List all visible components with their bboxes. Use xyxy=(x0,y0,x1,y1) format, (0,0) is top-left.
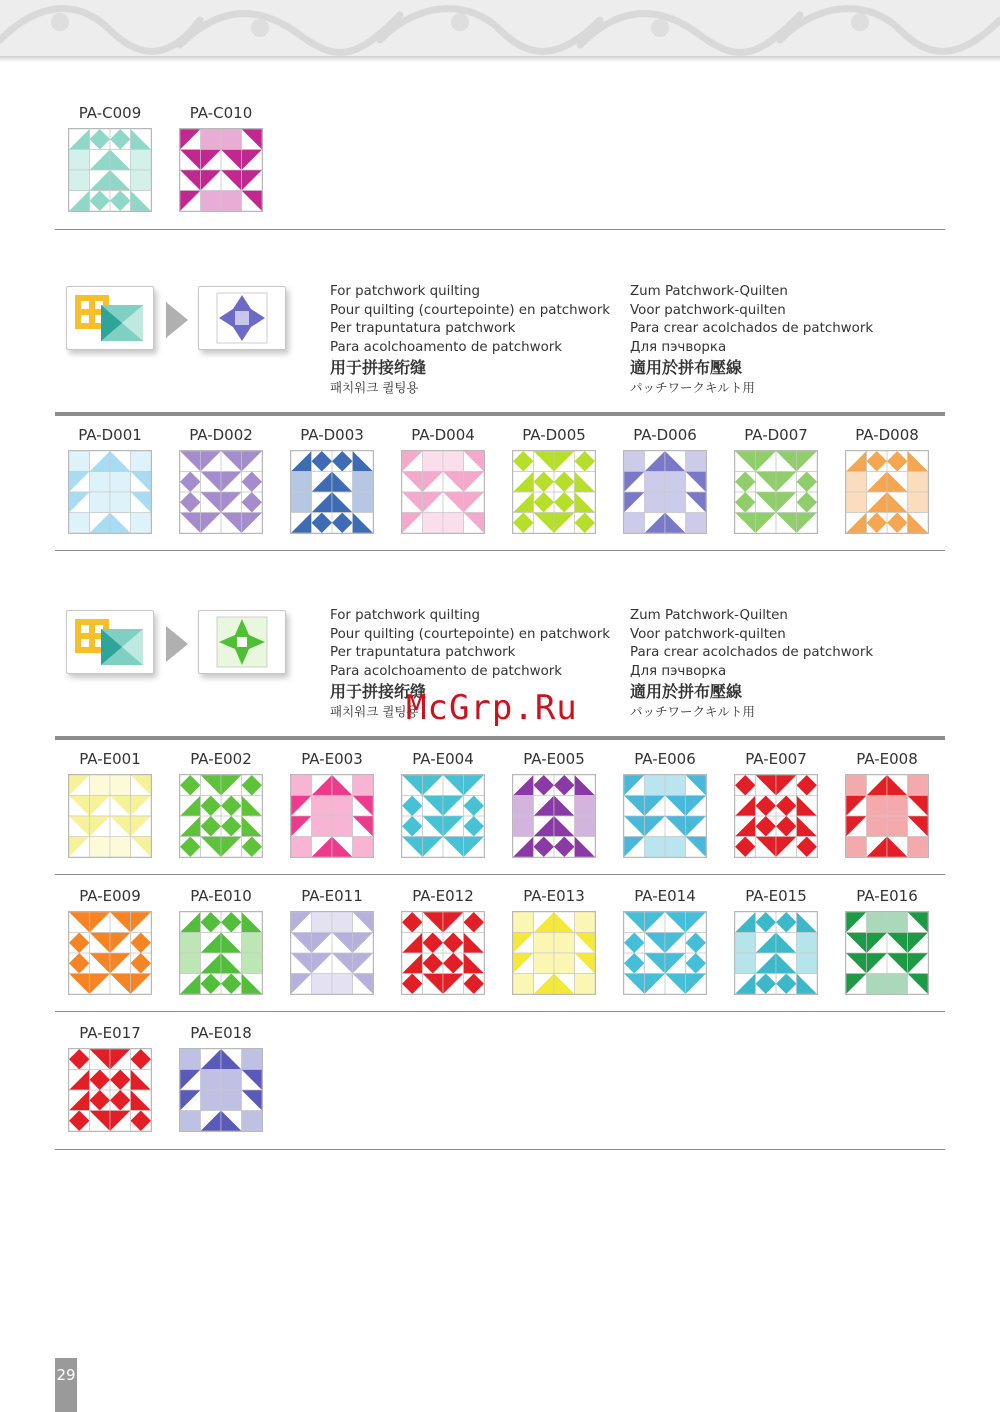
pattern-block xyxy=(166,426,276,538)
pattern-code: PA-E013 xyxy=(523,887,585,905)
pattern-code: PA-E009 xyxy=(79,887,141,905)
pattern-code: PA-D004 xyxy=(411,426,475,444)
pattern-swatch xyxy=(179,911,263,995)
pattern-swatch xyxy=(734,774,818,858)
pattern-block xyxy=(610,426,720,538)
quilt-block-icon xyxy=(735,451,817,533)
arrow-right-icon xyxy=(166,626,188,662)
pattern-code: PA-D008 xyxy=(855,426,919,444)
pattern-swatch xyxy=(512,450,596,534)
pattern-code: PA-E014 xyxy=(634,887,696,905)
quilt-block-icon xyxy=(624,451,706,533)
pattern-block xyxy=(55,426,165,538)
pattern-block xyxy=(610,750,720,862)
desc-ja: パッチワークキルト用 xyxy=(630,380,755,396)
pattern-code: PA-E010 xyxy=(190,887,252,905)
decorative-banner xyxy=(0,0,1000,56)
pattern-block xyxy=(499,887,609,999)
pattern-code: PA-E007 xyxy=(745,750,807,768)
quilt-block-icon xyxy=(69,1049,151,1131)
patchwork-source-icon xyxy=(67,611,153,673)
quilt-block-icon xyxy=(69,129,151,211)
pattern-block xyxy=(388,426,498,538)
banner-shadow xyxy=(0,56,1000,62)
desc-pt: Para acolchoamento de patchwork xyxy=(330,339,563,355)
pattern-code: PA-D002 xyxy=(189,426,253,444)
pattern-block xyxy=(55,887,165,999)
quilt-block-icon xyxy=(180,451,262,533)
quilt-block-icon xyxy=(513,451,595,533)
pattern-block xyxy=(166,1024,276,1136)
quilt-block-icon xyxy=(846,451,928,533)
pattern-swatch xyxy=(623,911,707,995)
pattern-swatch xyxy=(845,774,929,858)
pattern-swatch xyxy=(734,450,818,534)
divider-thick xyxy=(55,412,945,416)
patchwork-star-green-icon xyxy=(199,611,285,673)
desc-ru: Для пэчворка xyxy=(630,339,727,355)
desc-fr: Pour quilting (courtepointe) en patchwork xyxy=(330,302,610,318)
quilt-block-icon xyxy=(180,775,262,857)
pattern-code: PA-D001 xyxy=(78,426,142,444)
quilt-block-icon xyxy=(402,912,484,994)
page-number: 29 xyxy=(56,1366,76,1384)
desc-ja: パッチワークキルト用 xyxy=(630,704,755,720)
pattern-block xyxy=(55,1024,165,1136)
quilt-block-icon xyxy=(513,912,595,994)
divider xyxy=(55,1011,945,1012)
desc-zh-cn: 用于拼接绗缝 xyxy=(330,358,427,378)
pattern-swatch xyxy=(845,911,929,995)
pattern-code: PA-D003 xyxy=(300,426,364,444)
quilt-block-icon xyxy=(69,912,151,994)
scroll-ornament-icon xyxy=(0,0,1000,56)
pattern-code: PA-E004 xyxy=(412,750,474,768)
quilt-block-icon xyxy=(180,912,262,994)
quilt-block-icon xyxy=(69,775,151,857)
desc-ko: 패치워크 퀼팅용 xyxy=(330,704,419,720)
pattern-code: PA-E017 xyxy=(79,1024,141,1042)
desc-fr: Pour quilting (courtepointe) en patchwork xyxy=(330,626,610,642)
pattern-block xyxy=(721,887,831,999)
pattern-swatch xyxy=(512,911,596,995)
pattern-swatch xyxy=(623,774,707,858)
pattern-swatch xyxy=(401,911,485,995)
quilt-block-icon xyxy=(402,775,484,857)
pattern-block xyxy=(55,750,165,862)
desc-en: For patchwork quilting xyxy=(330,284,481,299)
pattern-code: PA-E005 xyxy=(523,750,585,768)
pattern-swatch xyxy=(179,1048,263,1132)
pattern-block xyxy=(499,750,609,862)
pattern-block xyxy=(832,887,942,999)
pattern-swatch xyxy=(401,450,485,534)
pattern-swatch xyxy=(734,911,818,995)
pattern-block xyxy=(166,750,276,862)
pattern-code: PA-E006 xyxy=(634,750,696,768)
source-pattern-key xyxy=(66,286,154,350)
desc-de: Zum Patchwork-Quilten xyxy=(630,608,788,623)
pattern-code: PA-D007 xyxy=(744,426,808,444)
pattern-swatch xyxy=(179,774,263,858)
divider-thick xyxy=(55,736,945,740)
pattern-block xyxy=(610,887,720,999)
pattern-block xyxy=(721,750,831,862)
description-right xyxy=(630,607,873,722)
description-right xyxy=(630,283,873,398)
pattern-code: PA-D005 xyxy=(522,426,586,444)
desc-ko: 패치워크 퀼팅용 xyxy=(330,380,419,396)
pattern-code: PA-C009 xyxy=(78,104,142,122)
pattern-block xyxy=(166,104,276,216)
desc-zh-cn: 用于拼接绗缝 xyxy=(330,682,427,702)
desc-es: Para crear acolchados de patchwork xyxy=(630,645,874,661)
pattern-block xyxy=(166,887,276,999)
pattern-code: PA-E011 xyxy=(301,887,363,905)
quilt-block-icon xyxy=(735,912,817,994)
pattern-swatch xyxy=(512,774,596,858)
quilt-block-icon xyxy=(513,775,595,857)
pattern-code: PA-E015 xyxy=(745,887,807,905)
pattern-block xyxy=(721,426,831,538)
pattern-swatch xyxy=(401,774,485,858)
pattern-swatch xyxy=(68,1048,152,1132)
description-left xyxy=(330,283,610,398)
divider xyxy=(55,550,945,551)
desc-nl: Voor patchwork-quilten xyxy=(630,302,786,318)
pattern-block xyxy=(55,104,165,216)
pattern-code: PA-E001 xyxy=(79,750,141,768)
desc-zh-tw: 適用於拼布壓線 xyxy=(630,358,743,378)
result-pattern-key xyxy=(198,610,286,674)
divider xyxy=(55,229,945,230)
pattern-code: PA-E018 xyxy=(190,1024,252,1042)
quilt-block-icon xyxy=(846,775,928,857)
quilt-block-icon xyxy=(180,129,262,211)
pattern-swatch xyxy=(623,450,707,534)
pattern-code: PA-C010 xyxy=(189,104,253,122)
pattern-block xyxy=(388,750,498,862)
quilt-block-icon xyxy=(846,912,928,994)
pattern-code: PA-E003 xyxy=(301,750,363,768)
patchwork-star-blue-icon xyxy=(199,287,285,349)
desc-en: For patchwork quilting xyxy=(330,608,481,623)
watermark: McGrp.Ru xyxy=(406,688,578,728)
pattern-code: PA-E008 xyxy=(856,750,918,768)
patchwork-source-icon xyxy=(67,287,153,349)
quilt-block-icon xyxy=(735,775,817,857)
divider xyxy=(55,1149,945,1150)
pattern-block xyxy=(388,887,498,999)
pattern-swatch xyxy=(290,450,374,534)
pattern-swatch xyxy=(68,128,152,212)
arrow-right-icon xyxy=(166,302,188,338)
desc-es: Para crear acolchados de patchwork xyxy=(630,321,874,337)
quilt-block-icon xyxy=(291,775,373,857)
desc-it: Per trapuntatura patchwork xyxy=(330,321,516,337)
pattern-swatch xyxy=(845,450,929,534)
quilt-block-icon xyxy=(402,451,484,533)
pattern-block xyxy=(832,426,942,538)
pattern-block xyxy=(499,426,609,538)
pattern-swatch xyxy=(179,450,263,534)
quilt-block-icon xyxy=(291,912,373,994)
pattern-block xyxy=(277,750,387,862)
desc-ru: Для пэчворка xyxy=(630,663,727,679)
pattern-swatch xyxy=(290,774,374,858)
pattern-swatch xyxy=(68,774,152,858)
quilt-block-icon xyxy=(291,451,373,533)
pattern-swatch xyxy=(68,911,152,995)
pattern-block xyxy=(277,887,387,999)
result-pattern-key xyxy=(198,286,286,350)
pattern-code: PA-E002 xyxy=(190,750,252,768)
pattern-code: PA-D006 xyxy=(633,426,697,444)
quilt-block-icon xyxy=(624,912,706,994)
desc-zh-tw: 適用於拼布壓線 xyxy=(630,682,743,702)
pattern-swatch xyxy=(179,128,263,212)
desc-nl: Voor patchwork-quilten xyxy=(630,626,786,642)
desc-pt: Para acolchoamento de patchwork xyxy=(330,663,563,679)
desc-it: Per trapuntatura patchwork xyxy=(330,645,516,661)
pattern-swatch xyxy=(68,450,152,534)
quilt-block-icon xyxy=(624,775,706,857)
quilt-block-icon xyxy=(69,451,151,533)
divider xyxy=(55,874,945,875)
quilt-block-icon xyxy=(180,1049,262,1131)
source-pattern-key xyxy=(66,610,154,674)
desc-de: Zum Patchwork-Quilten xyxy=(630,284,788,299)
pattern-block xyxy=(277,426,387,538)
pattern-swatch xyxy=(290,911,374,995)
pattern-code: PA-E016 xyxy=(856,887,918,905)
pattern-code: PA-E012 xyxy=(412,887,474,905)
pattern-block xyxy=(832,750,942,862)
